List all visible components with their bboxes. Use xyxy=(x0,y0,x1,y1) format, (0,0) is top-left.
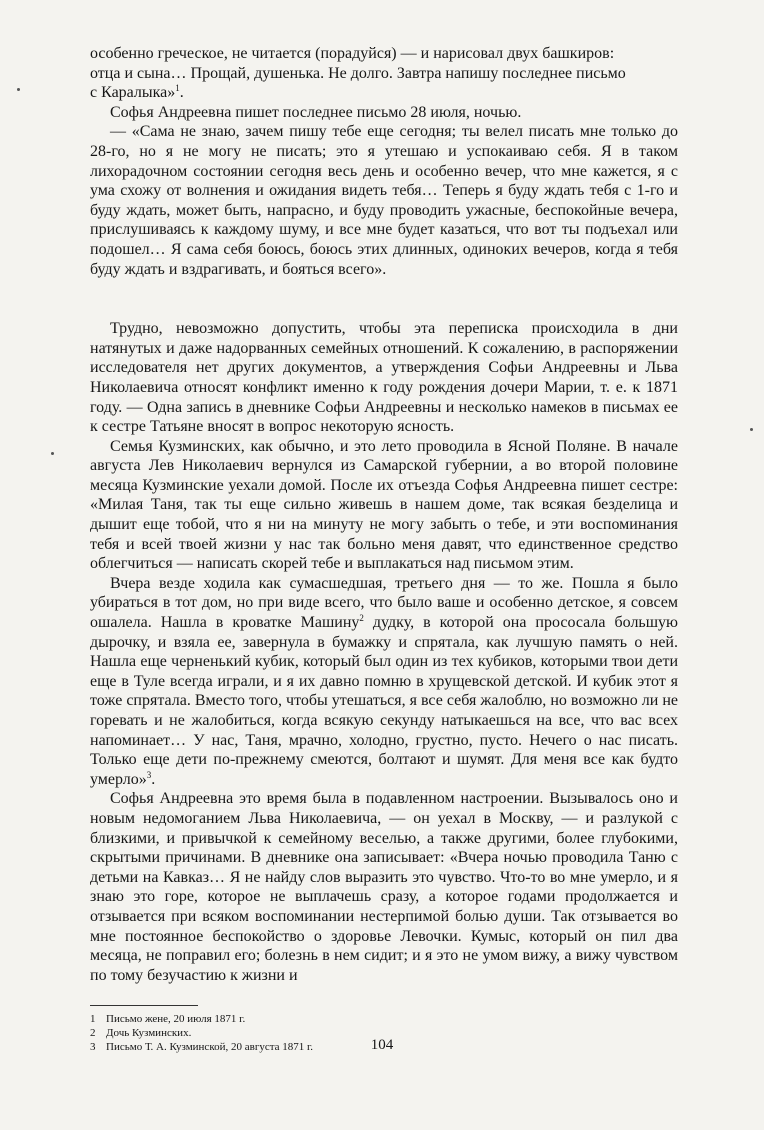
footnote-text: Письмо жене, 20 июля 1871 г. xyxy=(106,1013,246,1026)
footnote-ref: 1 xyxy=(175,83,180,94)
line: отца и сына… Прощай, душенька. Не долго. Завтра напишу последнее письмо xyxy=(90,64,626,82)
footnote-text: Дочь Кузминских. xyxy=(106,1027,192,1040)
page-number: 104 xyxy=(370,1037,394,1053)
footnote-number: 2 xyxy=(90,1027,96,1040)
scan-speck xyxy=(750,428,753,431)
footnote xyxy=(90,1012,678,1026)
line: с Каралыка» xyxy=(90,84,176,102)
text-run: Вчера везде ходила как сумасшедшая, третьего дня — то же. Пошла я было убираться в тот дом, но при виде всего, что было ваше и особенно детское, я совсем ошалела. Нашла в кроватке Машину xyxy=(90,574,678,632)
paragraph-2: Софья Андреевна пишет последнее письмо 28 июля, ночью. xyxy=(110,103,522,121)
paragraph-5: Семья Кузминских, как обычно, и это лето проводила в Ясной Поляне. В начале августа Лев Николаевич вернулся из Самарской губернии, а во второй половине месяца Кузминские уехали домой. После их отъезда Софья Андреевна пишет сестре: «Милая Таня, так ты еще сильно живешь в нашем доме, так всякая безделица и дышит еще тобой, что я ни на минуту не могу забыть о тебе, и эти воспоминания тебя и всей твоей жизни у нас так больно меня давят, что единственное средство облегчиться — написать скорей тебе и выплакаться над письмом этим. xyxy=(90,437,678,573)
footnote-number: 3 xyxy=(90,1041,96,1054)
line: особенно греческое, не читается (порадуйся) — и нарисовал двух башкиров: xyxy=(90,45,615,62)
footnote-ref: 2 xyxy=(359,613,364,624)
paragraph-3-quote: — «Сама не знаю, зачем пишу тебе еще сегодня; ты велел писать мне только до 28-го, но я не могу не писать; это я утешаю и успокаиваю себя. Я в таком лихорадочном состоянии сегодня весь день и особенно вечер, что мне кажется, я с ума схожу от волнения и ожидания видеть тебя… Теперь я буду ждать тебя с 1-го и буду ждать, может быть, напрасно, и буду проводить ужасные, беспокойные вечера, прислушиваясь к каждому шуму, и все мне будет казаться, что вот ты подъехал или подошел… Я сама себя боюсь, боюсь этих длинных, одиноких вечеров, когда я тебя буду ждать и вздрагивать, и бояться всего». xyxy=(90,123,678,278)
footnote-rule xyxy=(90,1005,198,1006)
paragraph-4: Трудно, невозможно допустить, чтобы эта переписка происходила в дни натянутых и даже надорванных семейных отношений. К сожалению, в распоряжении исследователя нет других документов, а утверждения Софьи Андреевны и Льва Николаевича относят конфликт именно к году рождения дочери Марии, т. е. к 1871 году. — Одна запись в дневнике Софьи Андреевны и несколько намеков в письмах ее к сестре Татьяне вносят в вопрос некоторую ясность. xyxy=(90,320,678,436)
paragraph-1 xyxy=(90,44,678,103)
punct: . xyxy=(151,770,156,788)
section-gap xyxy=(90,279,678,319)
paragraph-7: Софья Андреевна это время была в подавленном настроении. Вызывалось оно и новым недомоганием Льва Николаевича, — он уехал в Москву, — и разлукой с близкими, и привычкой к семейному веселью, а также другими, более глубокими, скрытыми причинами. В дневнике она записывает: «Вчера ночью проводила Таню с детьми на Кавказ… Я не найду слов выразить это чувство. Что-то во мне умерло, и я знаю это горе, которое не выплачешь сразу, а которое годами продолжается и отзывается при всяком воспоминании нестерпимой болью души. Так отзывается во мне постоянное беспокойство о здоровье Левочки. Кумыс, который он пил два месяца, не поправил его; болезнь в нем сидит; и я это не умом вижу, а вижу чувством по тому безучастию к жизни и xyxy=(90,790,678,984)
paragraph-6 xyxy=(90,574,678,790)
page-body xyxy=(90,44,678,1054)
footnote-text: Письмо Т. А. Кузминской, 20 августа 1871 г. xyxy=(106,1041,314,1054)
footnote-ref: 3 xyxy=(146,769,152,780)
text-run: дудку, в которой она прососала большую дырочку, и взяла ее, завернула в бумажку и спрятала, как лучшую память о ней. Нашла еще черненький кубик, который был один из тех кубиков, которыми твои дети еще в Туле всегда играли, и я их давно помню в хрущевской детской. И кубик этот я тоже спрятала. Вместо того, чтобы утешаться, я все себя жалоблю, но возможно ли не горевать и не жалобиться, когда всякую секунду натыкаешься на все, что вас всех напоминает… У нас, Таня, мрачно, холодно, грустно, пусто. Нечего о нас писать. Только еще дети по-прежнему смеются, болтают и шумят. Для меня все как будто умерло» xyxy=(90,614,678,788)
footnote-number: 1 xyxy=(90,1013,96,1026)
punct: . xyxy=(179,84,184,102)
scan-speck xyxy=(51,452,54,455)
scan-speck xyxy=(17,88,20,91)
